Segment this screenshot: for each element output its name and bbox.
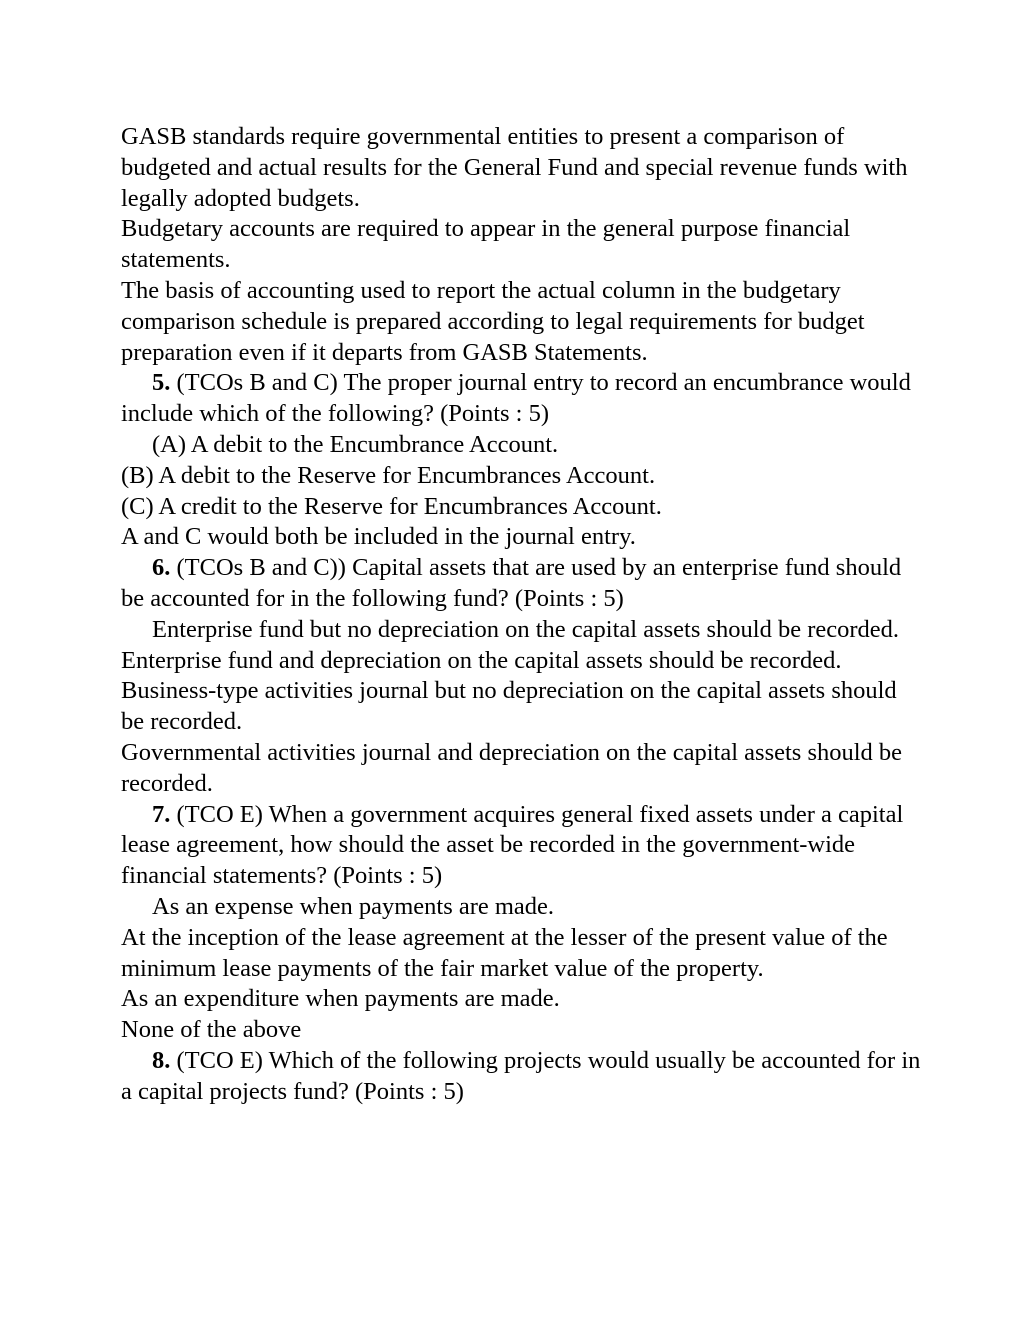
question-text: (TCOs B and C)) Capital assets that are used by an enterprise fund should be accounted for in the following fund? (Points : 5): [121, 554, 908, 612]
question-number: 7.: [152, 800, 171, 828]
question-text: (TCO E) When a government acquires general fixed assets under a capital lease agreement, how should the asset be recorded in the government-wide financial statements? (Points : 5): [121, 800, 910, 890]
question-7-option: None of the above: [121, 1016, 302, 1044]
question-text: (TCO E) Which of the following projects would usually be accounted for in a capital projects fund? (Points : 5): [121, 1046, 927, 1105]
question-number: 8.: [152, 1046, 171, 1074]
document-page: [121, 122, 927, 1108]
question-5-option: (B) A debit to the Reserve for Encumbrances Account.: [121, 461, 656, 489]
question-text: (TCOs B and C) The proper journal entry to record an encumbrance would include which of the following? (Points : 5): [121, 369, 917, 428]
question-7-option: As an expenditure when payments are made.: [121, 985, 560, 1013]
question-7-option: As an expense when payments are made.: [152, 892, 555, 920]
question-7-option: At the inception of the lease agreement at the lesser of the present value of the minimum lease payments of the fair market value of the property.: [121, 923, 894, 982]
question-8: [121, 1046, 927, 1108]
intro-paragraph: GASB standards require governmental entities to present a comparison of budgeted and actual results for the General Fund and special revenue funds with legally adopted budgets.: [121, 123, 914, 212]
question-6-option: Enterprise fund and depreciation on the capital assets should be recorded.: [121, 646, 842, 674]
question-6: [121, 553, 921, 615]
intro-paragraph: Budgetary accounts are required to appear in the general purpose financial statements.: [121, 215, 857, 274]
question-5-option: (A) A debit to the Encumbrance Account.: [152, 430, 559, 458]
question-number: 6.: [152, 554, 171, 582]
question-number: 5.: [152, 369, 171, 397]
question-6-option: Governmental activities journal and depreciation on the capital assets should be recorded.: [121, 738, 909, 797]
question-6-option: Business-type activities journal but no depreciation on the capital assets should be recorded.: [121, 677, 903, 736]
question-6-option: Enterprise fund but no depreciation on the capital assets should be recorded.: [152, 615, 900, 643]
question-5: [121, 368, 921, 430]
question-7: [121, 800, 921, 892]
question-5-option: (C) A credit to the Reserve for Encumbrances Account.: [121, 492, 662, 520]
question-5-option: A and C would both be included in the journal entry.: [121, 523, 636, 551]
intro-paragraph: The basis of accounting used to report the actual column in the budgetary comparison schedule is prepared according to legal requirements for budget preparation even if it departs from GASB Statements.: [121, 276, 871, 366]
